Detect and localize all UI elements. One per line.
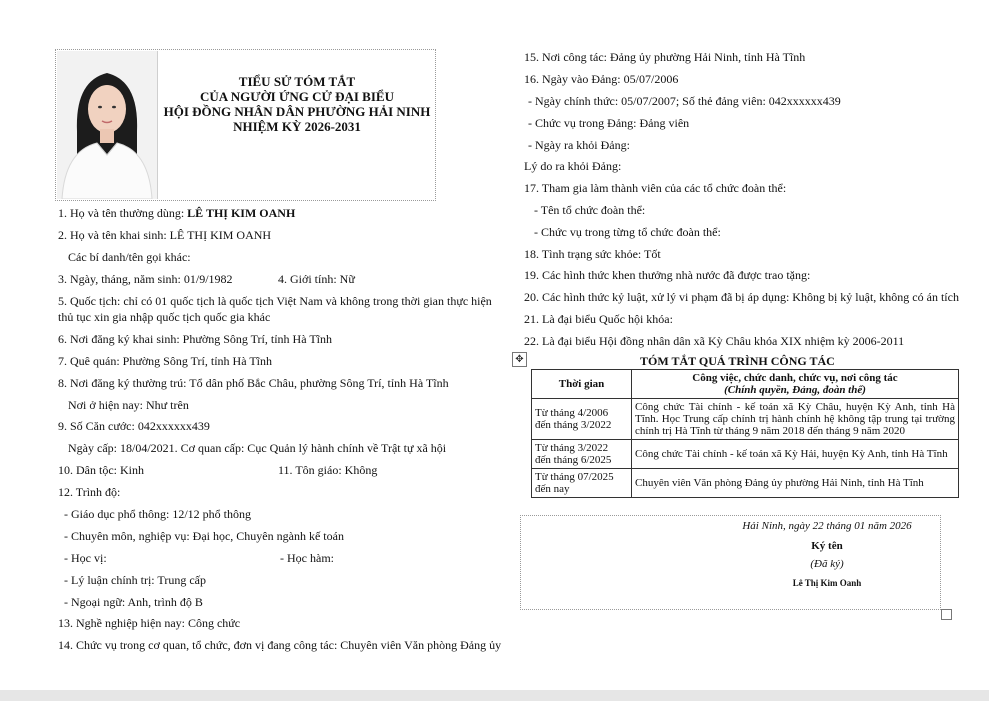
field-profession: - Chuyên môn, nghiệp vụ: Đại học, Chuyên ngành kế toán (64, 529, 344, 543)
table-row (532, 440, 959, 469)
field-birth-registration: 6. Nơi đăng ký khai sinh: Phường Sông Trí, tỉnh Hà Tĩnh (58, 332, 332, 346)
field-common-name (58, 206, 295, 220)
document-title (162, 74, 432, 134)
header-box (55, 49, 436, 201)
column-header-work (632, 370, 959, 399)
table-header-row (532, 370, 959, 399)
field-party-position: - Chức vụ trong Đảng: Đảng viên (528, 116, 690, 130)
portrait-image (57, 51, 157, 199)
signature-label: Ký tên (811, 540, 843, 552)
field-council-delegate: 22. Là đại biểu Hội đồng nhân dân xã Kỳ Châu khóa XIX nhiệm kỳ 2006-2011 (524, 334, 905, 348)
table-row (532, 469, 959, 498)
field-hometown: 7. Quê quán: Phường Sông Trí, tỉnh Hà Tĩnh (58, 354, 272, 368)
resize-handle-icon[interactable] (941, 609, 952, 620)
time-from: Từ tháng 07/2025 (535, 471, 614, 483)
field-ethnicity: 10. Dân tộc: Kinh (58, 463, 144, 477)
work-history-table (531, 369, 959, 498)
field-general-education: - Giáo dục phổ thông: 12/12 phổ thông (64, 507, 251, 521)
field-national-assembly: 21. Là đại biểu Quốc hội khóa: (524, 312, 673, 326)
field-permanent-residence: 8. Nơi đăng ký thường trú: Tổ dân phố Bắc Châu, phường Sông Trí, tỉnh Hà Tĩnh (58, 376, 449, 390)
candidate-portrait-photo (57, 51, 158, 199)
field-discipline: 20. Các hình thức kỷ luật, xử lý vi phạm đã bị áp dụng: Không bị kỷ luật, không có án tích (524, 290, 959, 304)
column-header-work-line2: (Chính quyền, Đảng, đoàn thể) (724, 384, 866, 396)
table-cell-desc: Chuyên viên Văn phòng Đảng ủy phường Hải Ninh, tỉnh Hà Tĩnh (632, 469, 959, 498)
field-party-official-date: - Ngày chính thức: 05/07/2007; Số thẻ đảng viên: 042xxxxxx439 (528, 94, 841, 108)
field-workplace: 15. Nơi công tác: Đảng ủy phường Hải Ninh, tỉnh Hà Tĩnh (524, 50, 806, 64)
field-health: 18. Tình trạng sức khỏe: Tốt (524, 247, 661, 261)
field-organization-role: - Chức vụ trong từng tổ chức đoàn thể: (534, 225, 721, 239)
signature-place-date: Hải Ninh, ngày 22 tháng 01 năm 2026 (742, 520, 912, 532)
field-birthdate: 3. Ngày, tháng, năm sinh: 01/9/1982 (58, 272, 233, 286)
column-header-time: Thời gian (532, 370, 632, 399)
field-organizations: 17. Tham gia làm thành viên của các tổ chức đoàn thể: (524, 181, 787, 195)
field-education: 12. Trình độ: (58, 485, 121, 499)
field-organization-name: - Tên tổ chức đoàn thể: (534, 203, 646, 217)
field-foreign-language: - Ngoại ngữ: Anh, trình độ B (64, 595, 203, 609)
field-occupation: 13. Nghề nghiệp hiện nay: Công chức (58, 616, 241, 630)
field-academic-degree: - Học vị: (64, 551, 107, 565)
field-religion: 11. Tôn giáo: Không (278, 463, 378, 477)
signature-name: Lê Thị Kim Oanh (792, 578, 862, 588)
field-aliases: Các bí danh/tên gọi khác: (68, 250, 191, 264)
table-cell-time (532, 440, 632, 469)
field-gender: 4. Giới tính: Nữ (278, 272, 355, 286)
table-cell-desc: Công chức Tài chính - kế toán xã Kỳ Châu, huyện Kỳ Anh, tỉnh Hà Tĩnh. Học Trung cấp chính trị hành chính hệ không tập trung tại trường chính trị Hà Tĩnh từ tháng 9 năm 2018 đến tháng 9 năm 2020 (632, 399, 959, 440)
field-political-theory: - Lý luận chính trị: Trung cấp (64, 573, 206, 587)
table-cell-time (532, 469, 632, 498)
field-position: 14. Chức vụ trong cơ quan, tổ chức, đơn vị đang công tác: Chuyên viên Văn phòng Đảng ủy (58, 638, 502, 652)
time-from: Từ tháng 4/2006 (535, 407, 609, 419)
field-nationality-cont: thủ tục xin gia nhập quốc tịch quốc gia khác (58, 310, 271, 324)
field-id-number: 9. Số Căn cước: 042xxxxxx439 (58, 419, 210, 433)
field-value: LÊ THỊ KIM OANH (187, 206, 296, 220)
title-line-2: CỦA NGƯỜI ỨNG CỬ ĐẠI BIỂU (200, 89, 394, 104)
time-to: đến nay (535, 483, 570, 495)
table-row (532, 399, 959, 440)
field-current-residence: Nơi ở hiện nay: Như trên (68, 398, 189, 412)
field-party-leave-date: - Ngày ra khỏi Đảng: (528, 138, 630, 152)
table-move-handle-icon[interactable]: ✥ (512, 352, 527, 367)
field-id-issued: Ngày cấp: 18/04/2021. Cơ quan cấp: Cục Quản lý hành chính về Trật tự xã hội (68, 441, 447, 455)
column-header-work-line1: Công việc, chức danh, chức vụ, nơi công tác (692, 372, 898, 384)
field-academic-title: - Học hàm: (280, 551, 334, 565)
field-awards: 19. Các hình thức khen thưởng nhà nước đã được trao tặng: (524, 268, 811, 282)
table-cell-time (532, 399, 632, 440)
field-label: 1. Họ và tên thường dùng: (58, 206, 188, 220)
field-party-join-date: 16. Ngày vào Đảng: 05/07/2006 (524, 72, 679, 86)
field-nationality: 5. Quốc tịch: chỉ có 01 quốc tịch là quốc tịch Việt Nam và không trong thời gian thực hiện (58, 294, 492, 308)
field-party-leave-reason: Lý do ra khỏi Đảng: (524, 159, 622, 173)
signature-signed: (Đã ký) (810, 558, 844, 570)
time-to: đến tháng 3/2022 (535, 419, 612, 431)
table-cell-desc: Công chức Tài chính - kế toán xã Kỳ Hải, huyện Kỳ Anh, tỉnh Hà Tĩnh (632, 440, 959, 469)
title-line-3: HỘI ĐỒNG NHÂN DÂN PHƯỜNG HẢI NINH (163, 104, 431, 119)
work-history-title: TÓM TẮT QUÁ TRÌNH CÔNG TÁC (640, 354, 835, 368)
field-birth-name: 2. Họ và tên khai sinh: LÊ THỊ KIM OANH (58, 228, 272, 242)
window-bottom-bar (0, 690, 989, 701)
title-line-1: TIỂU SỬ TÓM TẮT (238, 74, 356, 89)
time-to: đến tháng 6/2025 (535, 454, 612, 466)
title-line-4: NHIỆM KỲ 2026-2031 (233, 119, 361, 134)
time-from: Từ tháng 3/2022 (535, 442, 609, 454)
